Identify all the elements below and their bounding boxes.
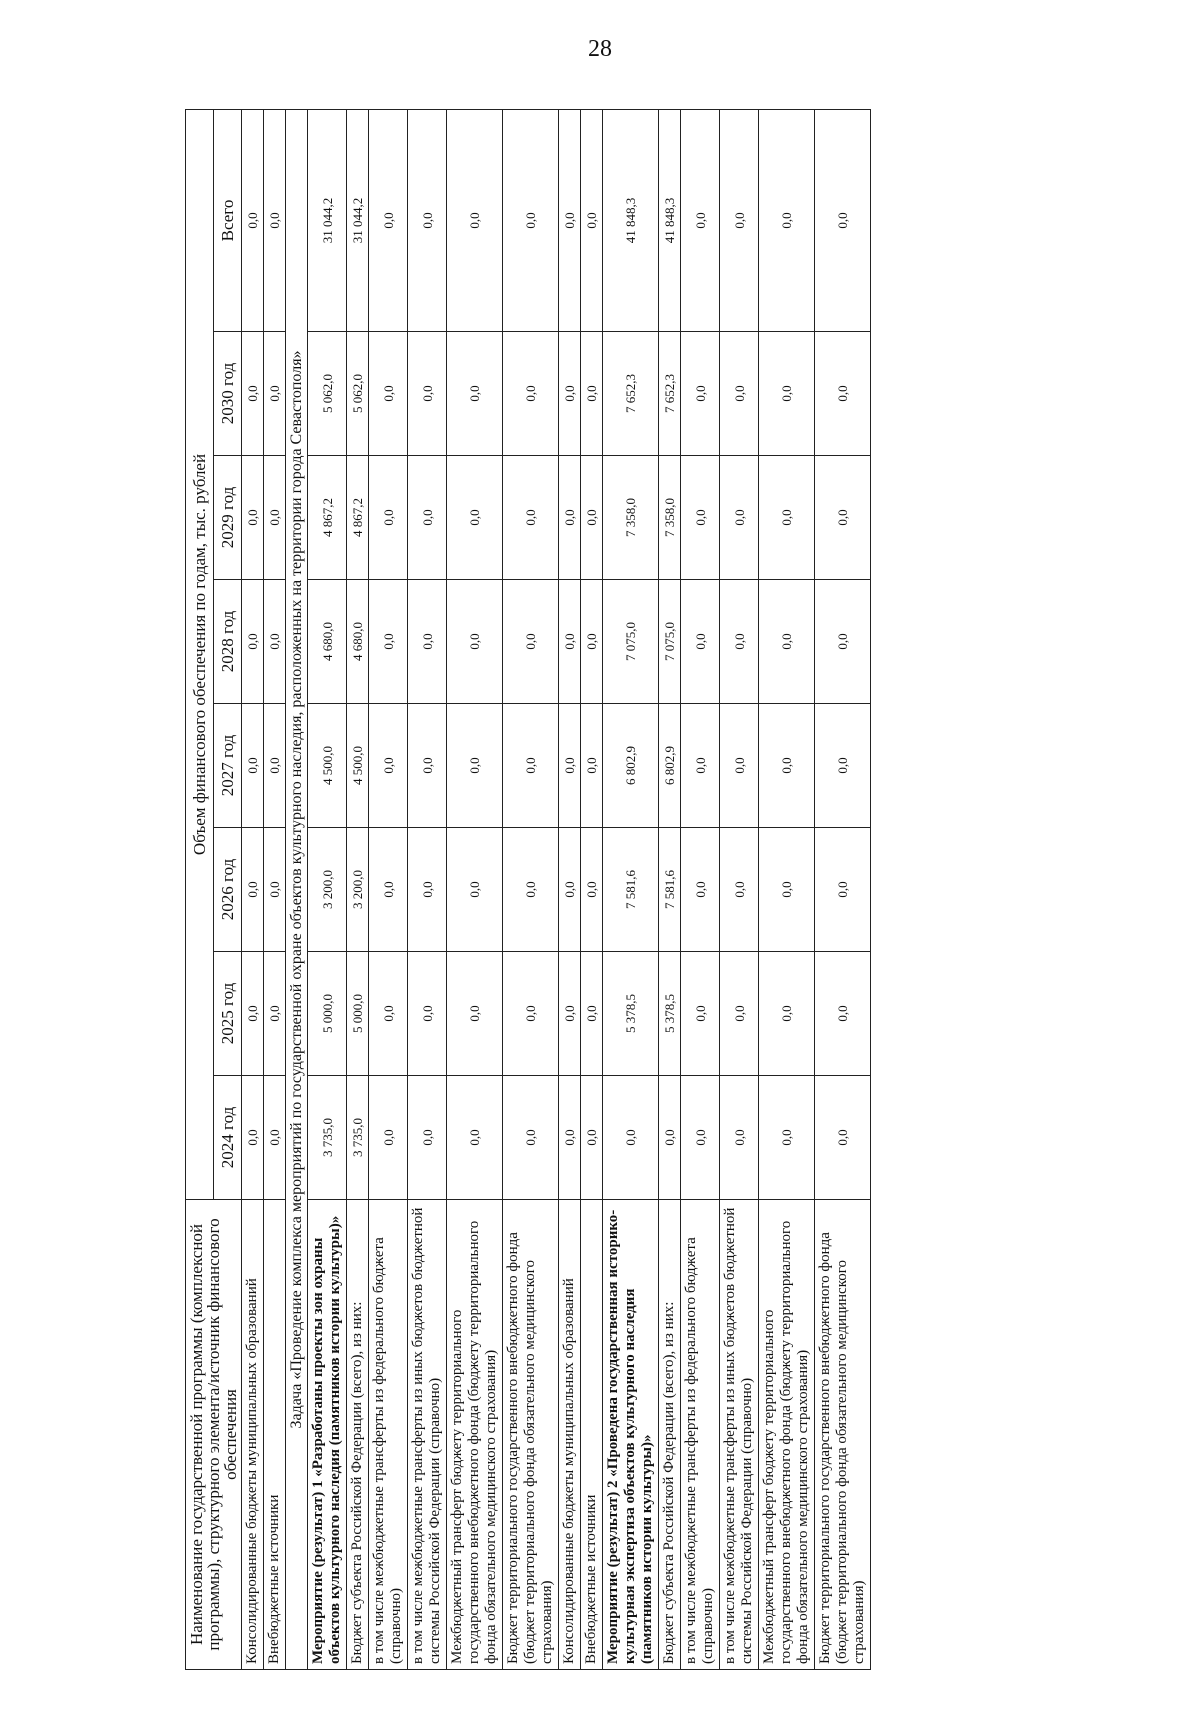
table-row xyxy=(369,109,408,1669)
row-value-cell: 0,0 xyxy=(447,952,503,1076)
row-label: Бюджет территориального государственного внебюджетного фонда (бюджет территориального фонда обязательного медицинского страхования) xyxy=(815,1200,871,1670)
row-value-cell: 0,0 xyxy=(408,952,447,1076)
row-value-cell: 0,0 xyxy=(242,580,264,704)
row-value-cell: 0,0 xyxy=(242,456,264,580)
row-value-cell: 5 378,5 xyxy=(603,952,659,1076)
row-value-cell: 0,0 xyxy=(369,456,408,580)
row-label: в том числе межбюджетные трансферты из федерального бюджета (справочно) xyxy=(681,1200,720,1670)
row-value-cell: 0,0 xyxy=(447,704,503,828)
row-label: Межбюджетный трансферт бюджету территориального государственного внебюджетного фонда (бюджету территориального фонда обязательного медицинского страхования) xyxy=(759,1200,815,1670)
header-year: 2030 год xyxy=(214,332,242,456)
row-value-cell: 0,0 xyxy=(559,332,581,456)
row-value-cell: 0,0 xyxy=(559,580,581,704)
row-value-cell: 0,0 xyxy=(720,828,759,952)
row-value-cell: 7 581,6 xyxy=(603,828,659,952)
table-row xyxy=(681,109,720,1669)
row-value-cell: 0,0 xyxy=(369,332,408,456)
task-row xyxy=(286,109,308,1669)
row-value-cell: 4 867,2 xyxy=(308,456,347,580)
row-value-cell: 5 062,0 xyxy=(308,332,347,456)
row-value-cell: 0,0 xyxy=(681,952,720,1076)
row-value-cell: 0,0 xyxy=(759,952,815,1076)
row-value-cell: 0,0 xyxy=(559,1076,581,1200)
row-total-cell: 31 044,2 xyxy=(347,109,369,331)
row-value-cell: 0,0 xyxy=(503,828,559,952)
row-value-cell: 0,0 xyxy=(759,704,815,828)
header-volume: Объем финансового обеспечения по годам, тыс. рублей xyxy=(186,109,214,1199)
row-value-cell: 0,0 xyxy=(242,704,264,828)
row-value-cell: 7 075,0 xyxy=(603,580,659,704)
row-label: в том числе межбюджетные трансферты из иных бюджетов бюджетной системы Российской Федерации (справочно) xyxy=(408,1200,447,1670)
table-row xyxy=(308,109,347,1669)
row-value-cell: 0,0 xyxy=(369,1076,408,1200)
row-value-cell: 6 802,9 xyxy=(659,704,681,828)
table-row xyxy=(581,109,603,1669)
row-total-cell: 0,0 xyxy=(369,109,408,331)
row-label: Мероприятие (результат) 1 «Разработаны проекты зон охраны объектов культурного наследия (памятников истории культуры)» xyxy=(308,1200,347,1670)
table-row xyxy=(408,109,447,1669)
row-value-cell: 0,0 xyxy=(447,332,503,456)
header-year: 2024 год xyxy=(214,1076,242,1200)
row-value-cell: 5 062,0 xyxy=(347,332,369,456)
row-total-cell: 0,0 xyxy=(581,109,603,331)
row-value-cell: 0,0 xyxy=(581,704,603,828)
row-label: Бюджет субъекта Российской Федерации (всего), из них: xyxy=(659,1200,681,1670)
row-value-cell: 0,0 xyxy=(447,580,503,704)
row-value-cell: 0,0 xyxy=(503,1076,559,1200)
row-value-cell: 0,0 xyxy=(720,952,759,1076)
row-value-cell: 0,0 xyxy=(264,952,286,1076)
row-value-cell: 7 581,6 xyxy=(659,828,681,952)
row-value-cell: 0,0 xyxy=(264,1076,286,1200)
row-value-cell: 3 200,0 xyxy=(308,828,347,952)
row-value-cell: 0,0 xyxy=(681,580,720,704)
row-total-cell: 0,0 xyxy=(447,109,503,331)
task-label: Задача «Проведение комплекса мероприятий по государственной охране объектов культурного наследия, расположенных на территории города Севастополя» xyxy=(286,109,308,1669)
row-value-cell: 0,0 xyxy=(720,456,759,580)
row-value-cell: 5 000,0 xyxy=(308,952,347,1076)
row-value-cell: 0,0 xyxy=(720,332,759,456)
row-total-cell: 0,0 xyxy=(559,109,581,331)
row-value-cell: 0,0 xyxy=(681,456,720,580)
row-value-cell: 0,0 xyxy=(447,1076,503,1200)
row-value-cell: 0,0 xyxy=(408,1076,447,1200)
row-value-cell: 0,0 xyxy=(815,1076,871,1200)
header-year: 2027 год xyxy=(214,704,242,828)
table-row xyxy=(264,109,286,1669)
row-value-cell: 0,0 xyxy=(447,828,503,952)
rotated-table-container xyxy=(185,110,1085,1670)
row-value-cell: 0,0 xyxy=(681,332,720,456)
row-value-cell: 0,0 xyxy=(815,704,871,828)
page-number: 28 xyxy=(588,36,612,62)
row-value-cell: 0,0 xyxy=(264,456,286,580)
row-value-cell: 0,0 xyxy=(369,580,408,704)
row-value-cell: 0,0 xyxy=(242,952,264,1076)
row-value-cell: 0,0 xyxy=(369,704,408,828)
row-value-cell: 0,0 xyxy=(759,580,815,704)
row-value-cell: 0,0 xyxy=(581,1076,603,1200)
row-value-cell: 0,0 xyxy=(264,332,286,456)
row-value-cell: 0,0 xyxy=(242,332,264,456)
row-value-cell: 0,0 xyxy=(603,1076,659,1200)
row-value-cell: 4 680,0 xyxy=(347,580,369,704)
row-value-cell: 0,0 xyxy=(720,704,759,828)
row-value-cell: 0,0 xyxy=(759,1076,815,1200)
row-value-cell: 0,0 xyxy=(264,828,286,952)
table-row xyxy=(347,109,369,1669)
row-value-cell: 0,0 xyxy=(559,456,581,580)
row-total-cell: 0,0 xyxy=(264,109,286,331)
table-row xyxy=(447,109,503,1669)
row-value-cell: 0,0 xyxy=(815,456,871,580)
row-total-cell: 41 848,3 xyxy=(659,109,681,331)
row-value-cell: 0,0 xyxy=(581,332,603,456)
row-total-cell: 0,0 xyxy=(503,109,559,331)
header-year: 2025 год xyxy=(214,952,242,1076)
row-value-cell: 0,0 xyxy=(503,456,559,580)
row-value-cell: 0,0 xyxy=(720,1076,759,1200)
row-value-cell: 4 867,2 xyxy=(347,456,369,580)
row-value-cell: 5 000,0 xyxy=(347,952,369,1076)
row-value-cell: 0,0 xyxy=(581,456,603,580)
row-value-cell: 0,0 xyxy=(408,580,447,704)
row-total-cell: 0,0 xyxy=(242,109,264,331)
row-value-cell: 7 358,0 xyxy=(603,456,659,580)
table-row xyxy=(503,109,559,1669)
row-value-cell: 0,0 xyxy=(681,704,720,828)
row-value-cell: 0,0 xyxy=(659,1076,681,1200)
table-row xyxy=(659,109,681,1669)
header-year: 2029 год xyxy=(214,456,242,580)
row-value-cell: 0,0 xyxy=(408,828,447,952)
row-total-cell: 41 848,3 xyxy=(603,109,659,331)
row-value-cell: 3 735,0 xyxy=(347,1076,369,1200)
row-value-cell: 0,0 xyxy=(559,952,581,1076)
row-value-cell: 3 200,0 xyxy=(347,828,369,952)
row-label: в том числе межбюджетные трансферты из иных бюджетов бюджетной системы Российской Федерации (справочно) xyxy=(720,1200,759,1670)
table-row xyxy=(603,109,659,1669)
row-value-cell: 7 652,3 xyxy=(659,332,681,456)
row-value-cell: 0,0 xyxy=(815,952,871,1076)
header-total: Всего xyxy=(214,109,242,331)
row-total-cell: 0,0 xyxy=(720,109,759,331)
row-label: Консолидированные бюджеты муниципальных образований xyxy=(559,1200,581,1670)
header-year: 2026 год xyxy=(214,828,242,952)
row-label: Мероприятие (результат) 2 «Проведена государственная историко-культурная экспертиза объектов культурного наследия (памятников истории культуры)» xyxy=(603,1200,659,1670)
row-value-cell: 0,0 xyxy=(408,704,447,828)
row-value-cell: 0,0 xyxy=(681,828,720,952)
row-value-cell: 0,0 xyxy=(759,456,815,580)
row-value-cell: 0,0 xyxy=(559,704,581,828)
header-name-column: Наименование государственной программы (комплексной программы), структурного элемента/источник финансового обеспечения xyxy=(186,1200,242,1670)
financing-table xyxy=(185,109,871,1670)
header-year: 2028 год xyxy=(214,580,242,704)
row-value-cell: 4 500,0 xyxy=(347,704,369,828)
row-value-cell: 0,0 xyxy=(815,332,871,456)
row-value-cell: 0,0 xyxy=(581,952,603,1076)
row-total-cell: 31 044,2 xyxy=(308,109,347,331)
row-total-cell: 0,0 xyxy=(759,109,815,331)
row-value-cell: 4 680,0 xyxy=(308,580,347,704)
row-label: Внебюджетные источники xyxy=(581,1200,603,1670)
row-label: Межбюджетный трансферт бюджету территориального государственного внебюджетного фонда (бюджету территориального фонда обязательного медицинского страхования) xyxy=(447,1200,503,1670)
row-value-cell: 0,0 xyxy=(503,704,559,828)
row-value-cell: 0,0 xyxy=(759,332,815,456)
row-label: Бюджет территориального государственного внебюджетного фонда (бюджет территориального фонда обязательного медицинского страхования) xyxy=(503,1200,559,1670)
row-value-cell: 0,0 xyxy=(503,580,559,704)
row-value-cell: 0,0 xyxy=(581,580,603,704)
row-value-cell: 0,0 xyxy=(369,952,408,1076)
row-value-cell: 0,0 xyxy=(408,332,447,456)
row-value-cell: 7 075,0 xyxy=(659,580,681,704)
row-value-cell: 0,0 xyxy=(581,828,603,952)
row-value-cell: 0,0 xyxy=(369,828,408,952)
row-value-cell: 0,0 xyxy=(408,456,447,580)
row-value-cell: 0,0 xyxy=(759,828,815,952)
row-value-cell: 6 802,9 xyxy=(603,704,659,828)
row-total-cell: 0,0 xyxy=(815,109,871,331)
table-row xyxy=(759,109,815,1669)
row-value-cell: 0,0 xyxy=(503,332,559,456)
row-value-cell: 0,0 xyxy=(242,1076,264,1200)
row-value-cell: 5 378,5 xyxy=(659,952,681,1076)
row-value-cell: 0,0 xyxy=(815,580,871,704)
row-value-cell: 0,0 xyxy=(264,704,286,828)
row-label: Консолидированные бюджеты муниципальных образований xyxy=(242,1200,264,1670)
table-row xyxy=(815,109,871,1669)
row-value-cell: 0,0 xyxy=(559,828,581,952)
row-value-cell: 3 735,0 xyxy=(308,1076,347,1200)
row-label: Бюджет субъекта Российской Федерации (всего), из них: xyxy=(347,1200,369,1670)
row-label: в том числе межбюджетные трансферты из федерального бюджета (справочно) xyxy=(369,1200,408,1670)
row-value-cell: 0,0 xyxy=(447,456,503,580)
row-value-cell: 4 500,0 xyxy=(308,704,347,828)
row-value-cell: 0,0 xyxy=(815,828,871,952)
row-label: Внебюджетные источники xyxy=(264,1200,286,1670)
row-value-cell: 0,0 xyxy=(681,1076,720,1200)
row-total-cell: 0,0 xyxy=(408,109,447,331)
row-value-cell: 7 358,0 xyxy=(659,456,681,580)
table-row xyxy=(720,109,759,1669)
row-value-cell: 0,0 xyxy=(242,828,264,952)
row-value-cell: 0,0 xyxy=(503,952,559,1076)
table-row xyxy=(242,109,264,1669)
table-body xyxy=(242,109,871,1669)
row-total-cell: 0,0 xyxy=(681,109,720,331)
row-value-cell: 0,0 xyxy=(264,580,286,704)
table-row xyxy=(559,109,581,1669)
header-row-1 xyxy=(186,109,214,1669)
row-value-cell: 7 652,3 xyxy=(603,332,659,456)
row-value-cell: 0,0 xyxy=(720,580,759,704)
